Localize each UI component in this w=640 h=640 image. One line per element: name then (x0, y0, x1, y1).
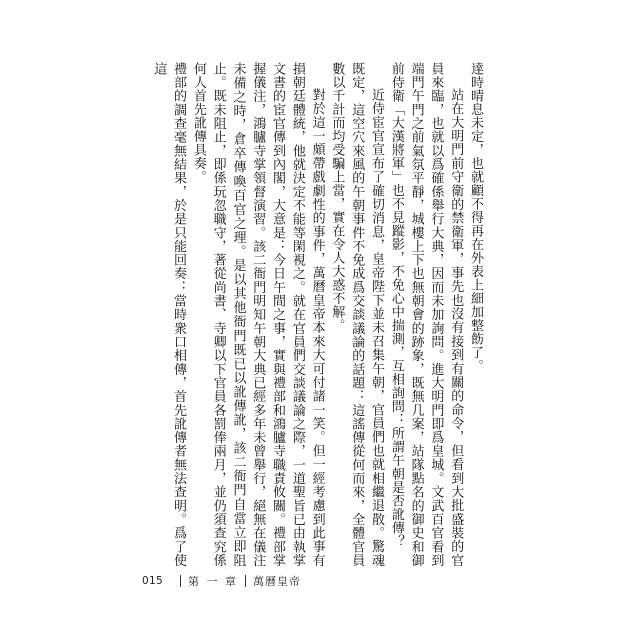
page-footer (142, 573, 301, 589)
paragraph-continued: 達時晴息未定，也就顧不得再在外表上細加整飭了。 (468, 62, 483, 373)
paragraph: 近侍宦官宣布了確切消息，皇帝陛下並未召集午朝，官員們也就相繼退散。驚魂既定，這空穴來風的午朝事件不免成爲交談議論的話題：這謠傳從何而來，全體官員數以千計而均受騙上當，實在令人大惑不解。 (329, 62, 385, 567)
vertical-text-body (153, 62, 485, 567)
footer-divider (180, 575, 181, 587)
page-number: 015 (142, 575, 163, 587)
paragraph: 站在大明門前守衛的禁衛軍，事先也沒有接到有關的命令，但看到大批盛裝的官員來臨，也就以爲確係舉行大典，因而未加詢問。進大明門即爲皇城。文武百官看到端門午門之前氣氛平靜，城樓上下也無朝會的跡象，既無几案，站隊點名的御史和御前侍衛「大漢將軍」也不見蹤影，不免心中揣測，互相詢問：所謂午朝是否訛傳？ (388, 62, 464, 567)
chapter-label: 第 一 章 (187, 575, 238, 588)
paragraph: 對於這一頗帶戲劇性的事件，萬曆皇帝本來大可付諸一笑。但一經考慮到此事有損朝廷體統，他就決定不能等閑視之。就在官員們交談議論之際，一道聖旨已由執掌文書的宦官傳到內閣，大意是：今日午間之事，實與禮部和鴻臚寺職責攸關。禮部掌握儀注，鴻臚寺掌領督演習。該二衙門明知午朝大典已經多年未曾舉行，絕無在儀注未備之時，倉卒傳喚百官之理。是以其他衙門既已以訛傳訛，該二衙門自當立即阻止。既未阻止，即係玩忽職守，著從尚書、寺卿以下官員各罰俸兩月，並仍須查究係何人首先訛傳具奏。 (190, 62, 325, 567)
footer-divider (245, 575, 246, 587)
chapter-title: 萬曆皇帝 (252, 575, 301, 588)
paragraph-continuing: 禮部的調查毫無結果，於是只能回奏：當時衆口相傳，首先訛傳者無法查明。爲了使這 (151, 62, 187, 567)
